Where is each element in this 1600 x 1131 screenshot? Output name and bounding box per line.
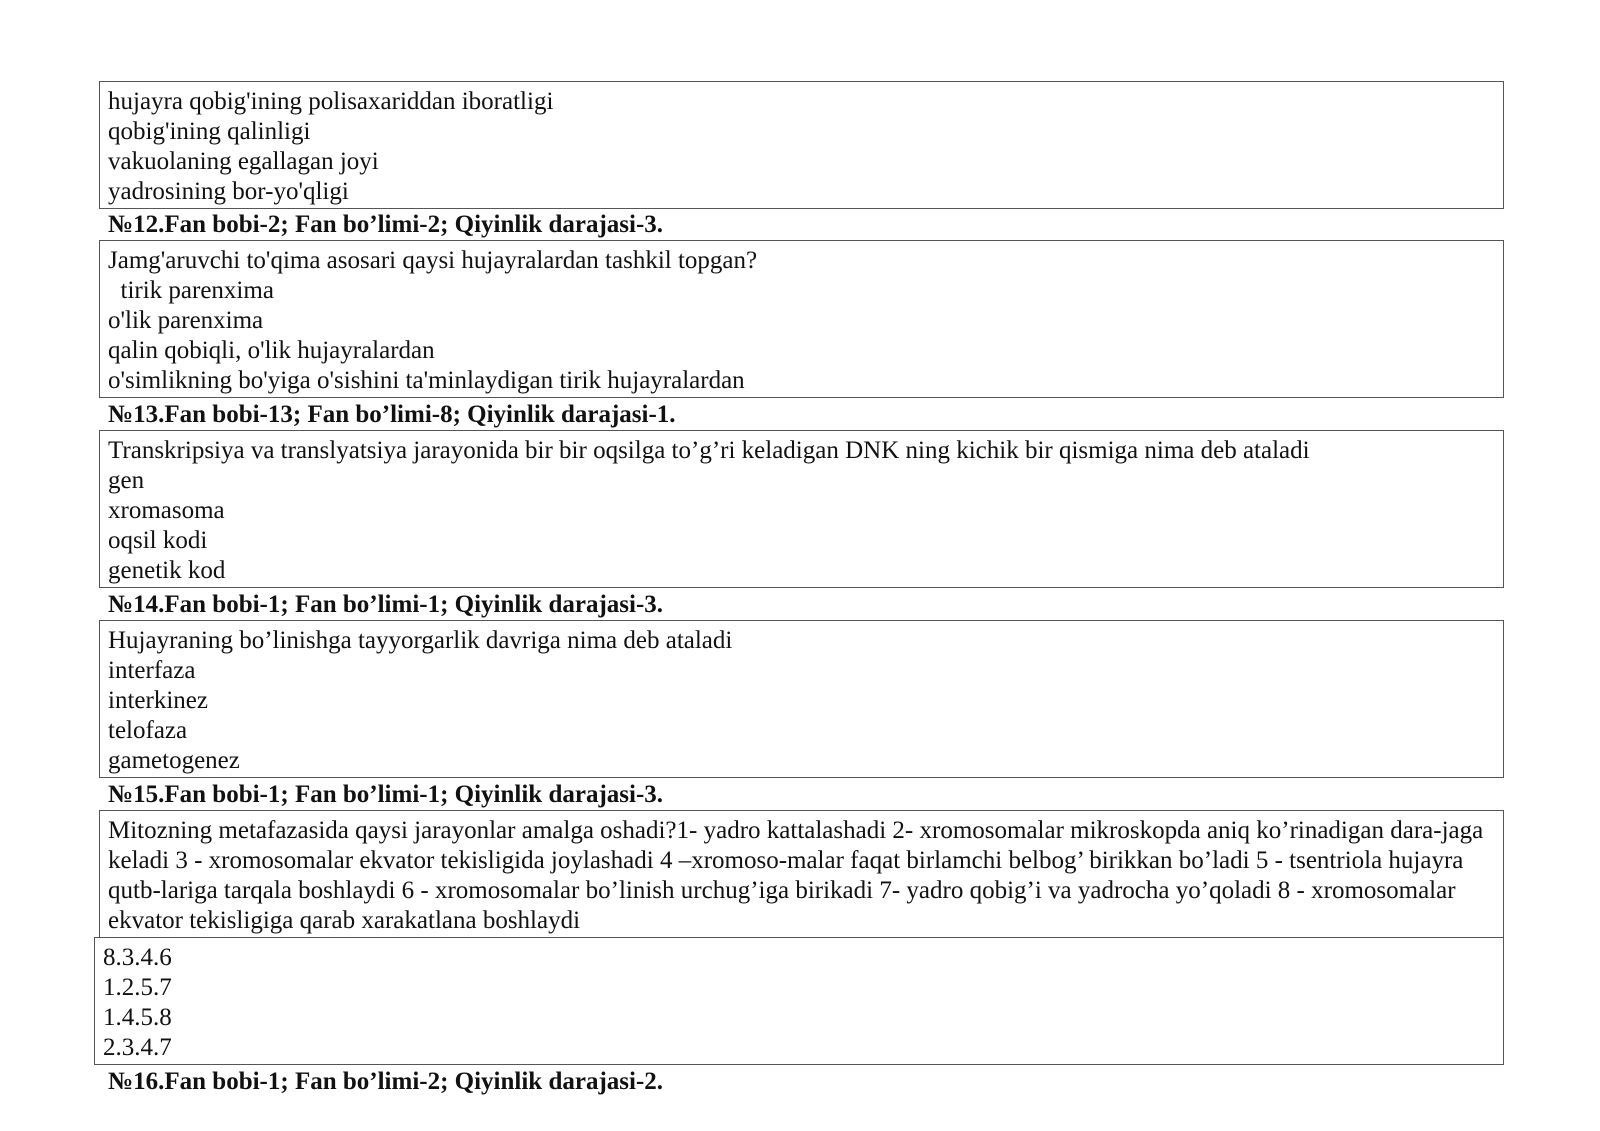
option-3: telofaza: [108, 717, 188, 744]
option-2: xromasoma: [108, 497, 225, 524]
option-4: yadrosining bor-yo'qligi: [108, 178, 349, 205]
option-1: tirik parenxima: [108, 277, 274, 304]
option-2: o'lik parenxima: [108, 307, 264, 334]
option-3: 1.4.5.8: [103, 1004, 172, 1031]
option-1: hujayra qobig'ining polisaxariddan iboratligi: [108, 88, 554, 115]
question-box-12: [99, 240, 1504, 398]
question-text: Hujayraning bo’linishga tayyorgarlik davriga nima deb ataladi: [108, 627, 733, 654]
option-1: interfaza: [108, 657, 196, 684]
question-text: Mitozning metafazasida qaysi jarayonlar amalga oshadi?1- yadro kattalashadi 2- xromosomalar mikroskopda aniq ko’rinadigan dara-jaga keladi 3 - xromosomalar ekvator tekisligida joylashadi 4 –xromoso-malar faqat birlamchi belbog’ birikkan bo’ladi 5 - tsentriola hujayra qutb-lariga tarqala boshlaydi 6 - xromosomalar bo’linish urchug’iga birikadi 7- yadro qobig’i va yadrocha yo’qoladi 8 - xromosomalar ekvator tekisligiga qarab xarakatlana boshlaydi: [108, 817, 1484, 934]
option-3: qalin qobiqli, o'lik hujayralardan: [108, 337, 435, 364]
option-4: genetik kod: [108, 557, 226, 584]
answer-box-q11: [99, 81, 1504, 209]
question-heading-12: №12.Fan bobi-2; Fan bo’limi-2; Qiyinlik darajasi-3.: [108, 211, 664, 238]
question-heading-14: №14.Fan bobi-1; Fan bo’limi-1; Qiyinlik darajasi-3.: [108, 591, 664, 618]
option-2: qobig'ining qalinligi: [108, 118, 311, 145]
question-box-14: [99, 620, 1504, 778]
option-1: 8.3.4.6: [103, 944, 172, 971]
question-box-13: [99, 430, 1504, 588]
option-1: gen: [108, 467, 145, 494]
option-4: 2.3.4.7: [103, 1034, 172, 1061]
option-2: interkinez: [108, 687, 208, 714]
option-2: 1.2.5.7: [103, 974, 172, 1001]
answer-box-15: [94, 937, 1504, 1065]
question-text: Transkripsiya va translyatsiya jarayonida bir bir oqsilga to’g’ri keladigan DNK ning kichik bir qismiga nima deb ataladi: [108, 437, 1310, 464]
option-4: o'simlikning bo'yiga o'sishini ta'minlaydigan tirik hujayralardan: [108, 367, 745, 394]
option-3: oqsil kodi: [108, 527, 208, 554]
question-heading-15: №15.Fan bobi-1; Fan bo’limi-1; Qiyinlik darajasi-3.: [108, 781, 664, 808]
question-heading-13: №13.Fan bobi-13; Fan bo’limi-8; Qiyinlik darajasi-1.: [108, 401, 676, 428]
question-box-15: [99, 810, 1504, 938]
option-4: gametogenez: [108, 747, 240, 774]
question-text: Jamg'aruvchi to'qima asosari qaysi hujayralardan tashkil topgan?: [108, 247, 758, 274]
option-3: vakuolaning egallagan joyi: [108, 148, 379, 175]
question-heading-16: №16.Fan bobi-1; Fan bo’limi-2; Qiyinlik darajasi-2.: [108, 1068, 664, 1095]
